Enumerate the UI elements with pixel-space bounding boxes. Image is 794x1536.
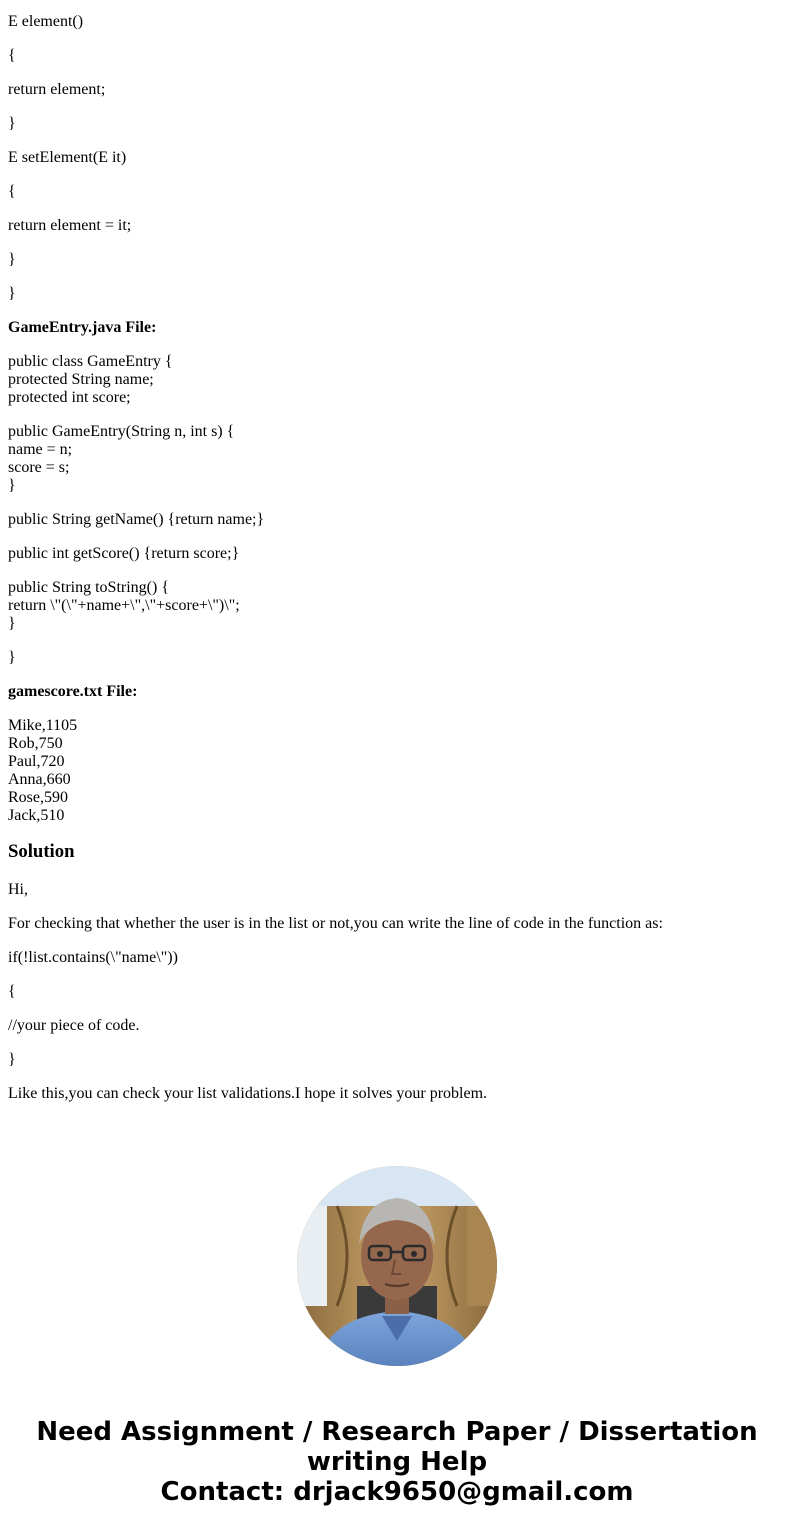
solution-code-line: if(!list.contains(\"name\"))	[8, 949, 178, 966]
code-line: return element = it;	[8, 217, 132, 234]
solution-paragraph: Hi,	[8, 881, 28, 898]
code-line: }	[8, 251, 16, 268]
gameentry-code-block: public class GameEntry { protected String name; protected int score;	[8, 353, 173, 406]
gameentry-code-block: public int getScore() {return score;}	[8, 545, 240, 562]
author-photo	[297, 1166, 497, 1366]
solution-paragraph: For checking that whether the user is in the list or not,you can write the line of code in the function as:	[8, 915, 663, 932]
solution-heading: Solution	[8, 841, 75, 862]
code-line: E element()	[8, 13, 84, 30]
gameentry-code-block: public String getName() {return name;}	[8, 511, 265, 528]
document-content	[0, 13, 794, 1103]
solution-code-line: {	[8, 983, 16, 1000]
gamescore-heading: gamescore.txt File:	[8, 683, 138, 700]
code-line: }	[8, 115, 16, 132]
gameentry-code-block: public String toString() { return \"(\"+name+\",\"+score+\")\"; }	[8, 579, 240, 632]
document-page	[0, 13, 794, 1536]
cta-line: writing Help	[306, 1447, 488, 1477]
gameentry-heading: GameEntry.java File:	[8, 319, 157, 336]
solution-code-line: //your piece of code.	[8, 1017, 140, 1034]
gameentry-code-block: }	[8, 649, 16, 666]
solution-code-line: }	[8, 1051, 16, 1068]
contact-banner	[0, 1417, 794, 1507]
solution-paragraph: Like this,you can check your list validations.I hope it solves your problem.	[8, 1085, 488, 1102]
code-line: {	[8, 183, 16, 200]
author-photo-illustration	[297, 1166, 497, 1366]
gameentry-code-block: public GameEntry(String n, int s) { name = n; score = s; }	[8, 423, 235, 494]
code-line: }	[8, 285, 16, 302]
cta-contact-line: Contact: drjack9650@gmail.com	[160, 1477, 634, 1507]
code-line: {	[8, 47, 16, 64]
code-line: return element;	[8, 81, 106, 98]
cta-line: Need Assignment / Research Paper / Dissertation	[36, 1417, 758, 1447]
gamescore-data: Mike,1105 Rob,750 Paul,720 Anna,660 Rose,590 Jack,510	[8, 717, 78, 824]
code-line: E setElement(E it)	[8, 149, 127, 166]
